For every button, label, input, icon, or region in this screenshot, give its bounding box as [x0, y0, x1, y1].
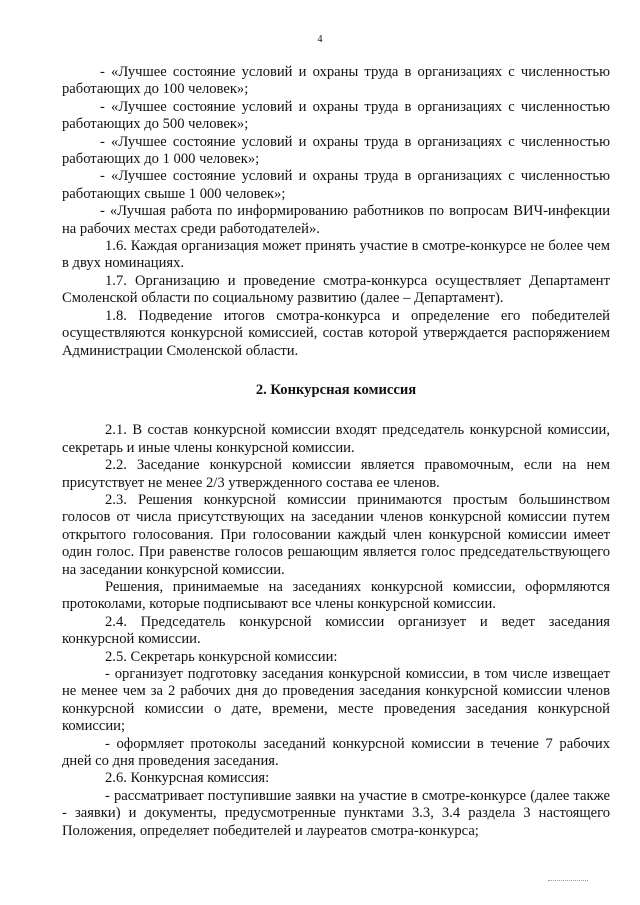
paragraph-2-3-decisions: Решения, принимаемые на заседаниях конкурсной комиссии, оформляются протоколами, которые подписывают все члены конкурсной комиссии.: [62, 578, 610, 613]
nomination-item: - «Лучшее состояние условий и охраны труда в организациях с численностью работающих до 1 000 человек»;: [62, 133, 610, 168]
paragraph-1-8: 1.8. Подведение итогов смотра-конкурса и определение его победителей осуществляются конкурсной комиссией, состав которой утверждается распоряжением Администрации Смоленской области.: [62, 307, 610, 359]
nomination-item: - «Лучшее состояние условий и охраны труда в организациях с численностью работающих свыше 1 000 человек»;: [62, 168, 610, 202]
section-heading: 2. Конкурсная комиссия: [255, 381, 417, 398]
paragraph-2-1: 2.1. В состав конкурсной комиссии входят председатель конкурсной комиссии, секретарь и иные члены конкурсной комиссии.: [62, 422, 610, 456]
section-top: [62, 64, 610, 840]
nomination-item: - «Лучшее состояние условий и охраны труда в организациях с численностью работающих до 100 человек»;: [62, 64, 610, 98]
paragraph-2-5-item-a: - организует подготовку заседания конкурсной комиссии, в том числе извещает не менее чем за 2 рабочих дня до проведения заседания конкурсной комиссии членов конкурсной комиссии о дате, времени, месте проведения заседания конкурсной комиссии;: [62, 666, 610, 735]
paragraph-2-3: 2.3. Решения конкурсной комиссии принимаются простым большинством голосов от числа присутствующих на заседании членов конкурсной комиссии путем открытого голосования. При голосовании каждый член конкурсной комиссии имеет один голос. При равенстве голосов решающим является голос председательствующего на заседании конкурсной комиссии.: [62, 491, 610, 578]
page-number: 4: [317, 34, 323, 45]
paragraph-2-5-item-b: - оформляет протоколы заседаний конкурсной комиссии в течение 7 рабочих дней со дня проведения заседания.: [62, 735, 610, 770]
paragraph-2-5: 2.5. Секретарь конкурсной комиссии:: [105, 648, 338, 665]
nomination-item: - «Лучшее состояние условий и охраны труда в организациях с численностью работающих до 500 человек»;: [62, 98, 610, 133]
paragraph-2-4: 2.4. Председатель конкурсной комиссии организует и ведет заседания конкурсной комиссии.: [62, 613, 610, 648]
scan-mark: [548, 880, 588, 882]
paragraph-1-7: 1.7. Организацию и проведение смотра-конкурса осуществляет Департамент Смоленской области по социальному развитию (далее – Департамент).: [62, 272, 610, 307]
paragraph-1-6: 1.6. Каждая организация может принять участие в смотре-конкурсе не более чем в двух номинациях.: [62, 238, 610, 272]
nomination-item: - «Лучшая работа по информированию работников по вопросам ВИЧ-инфекции на рабочих местах среди работодателей».: [62, 203, 610, 237]
paragraph-2-6: 2.6. Конкурсная комиссия:: [105, 770, 270, 787]
paragraph-2-2: 2.2. Заседание конкурсной комиссии является правомочным, если на нем присутствует не менее 2/3 утвержденного состава ее членов.: [62, 457, 610, 491]
paragraph-2-6-item-a: - рассматривает поступившие заявки на участие в смотре-конкурсе (далее также - заявки) и документы, предусмотренные пунктами 3.3, 3.4 раздела 3 настоящего Положения, определяет победителей и лауреатов смотра-конкурса;: [62, 787, 610, 839]
